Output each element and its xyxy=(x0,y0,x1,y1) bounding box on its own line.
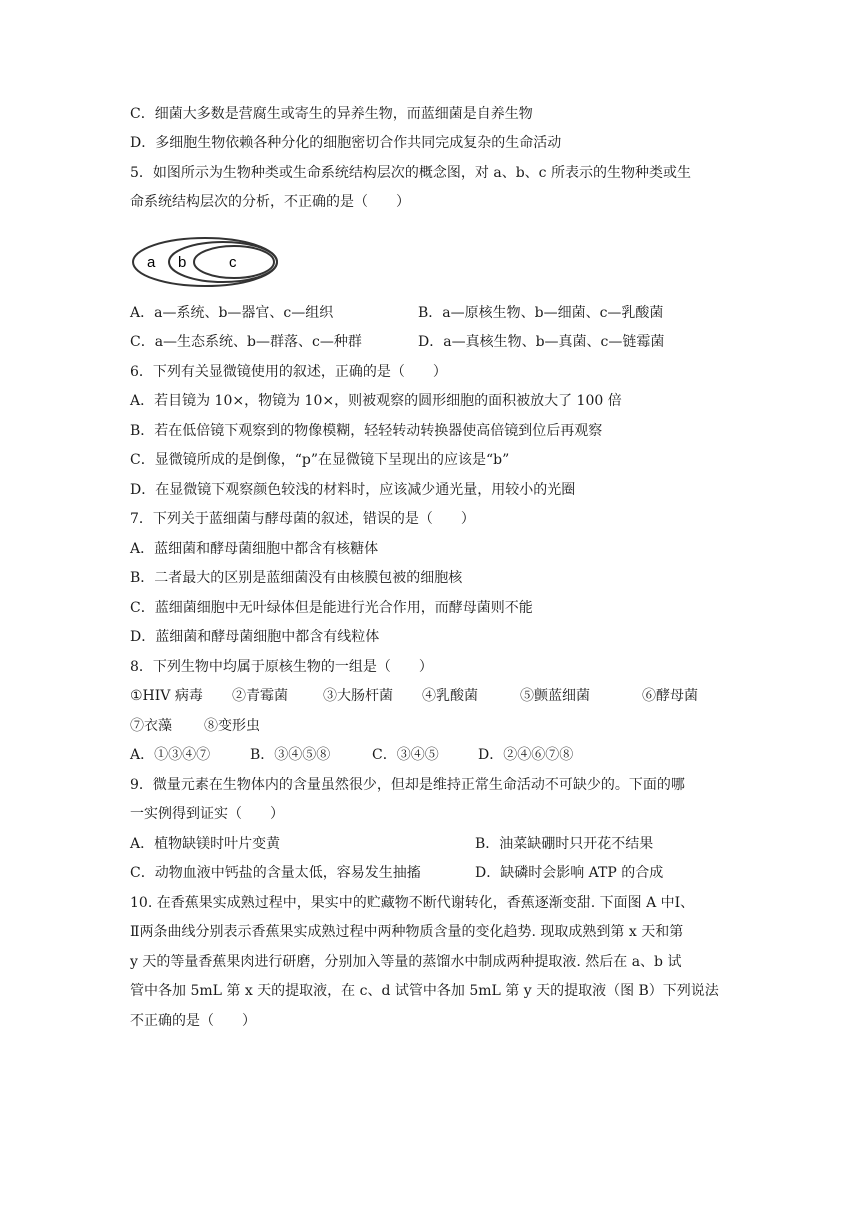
q5-option-c: C．a—生态系统、b—群落、c—种群 xyxy=(130,334,362,350)
q8-option-d: D．②④⑥⑦⑧ xyxy=(478,747,574,763)
q8-option-b: B．③④⑤⑧ xyxy=(250,747,331,763)
q8-item-7: ⑦衣藻 xyxy=(130,718,172,734)
q9-stem-line-1: 9．微量元素在生物体内的含量虽然很少，但却是维持正常生命活动不可缺少的。下面的哪 xyxy=(130,777,685,793)
label-c: c xyxy=(229,254,237,271)
label-a: a xyxy=(147,254,156,271)
q6-option-d: D．在显微镜下观察颜色较浅的材料时，应该减少通光量，用较小的光圈 xyxy=(130,482,576,498)
q5-concept-diagram xyxy=(130,234,280,292)
q9-option-c: C．动物血液中钙盐的含量太低，容易发生抽搐 xyxy=(130,865,421,881)
q9-option-b: B．油菜缺硼时只开花不结果 xyxy=(475,836,654,852)
q8-stem: 8．下列生物中均属于原核生物的一组是（ ） xyxy=(130,659,433,675)
q8-item-2: ②青霉菌 xyxy=(232,688,288,704)
q4-option-c: C．细菌大多数是营腐生或寄生的异养生物，而蓝细菌是自养生物 xyxy=(130,106,533,122)
q10-line-4: 管中各加 5mL 第 x 天的提取液，在 c、d 试管中各加 5mL 第 y 天的提取液（图 B）下列说法 xyxy=(130,983,719,999)
q7-option-b: B．二者最大的区别是蓝细菌没有由核膜包被的细胞核 xyxy=(130,570,463,586)
q7-stem: 7．下列关于蓝细菌与酵母菌的叙述，错误的是（ ） xyxy=(130,511,475,527)
q8-item-1: ①HIV 病毒 xyxy=(130,688,203,704)
q5-option-a: A．a—系统、b—器官、c—组织 xyxy=(130,305,334,321)
q10-line-1: 10. 在香蕉果实成熟过程中，果实中的贮藏物不断代谢转化，香蕉逐渐变甜. 下面图 A 中Ⅰ、 xyxy=(130,895,695,911)
q5-option-d: D．a—真核生物、b—真菌、c—链霉菌 xyxy=(418,334,665,350)
q7-option-d: D．蓝细菌和酵母菌细胞中都含有线粒体 xyxy=(130,629,380,645)
q8-item-3: ③大肠杆菌 xyxy=(323,688,393,704)
q10-line-5: 不正确的是（ ） xyxy=(130,1013,256,1029)
q5-stem-line-1: 5．如图所示为生物种类或生命系统结构层次的概念图，对 a、b、c 所表示的生物种类或生 xyxy=(130,165,691,181)
q6-stem: 6．下列有关显微镜使用的叙述，正确的是（ ） xyxy=(130,364,447,380)
q8-item-4: ④乳酸菌 xyxy=(422,688,478,704)
q6-option-a: A．若目镜为 10×，物镜为 10×，则被观察的圆形细胞的面积被放大了 100 倍 xyxy=(130,393,622,409)
q5-stem-line-2: 命系统结构层次的分析，不正确的是（ ） xyxy=(130,194,410,210)
q6-option-c: C．显微镜所成的是倒像，“p”在显微镜下呈现出的应该是“b” xyxy=(130,452,510,468)
q8-item-5: ⑤颤蓝细菌 xyxy=(520,688,590,704)
q7-option-c: C．蓝细菌细胞中无叶绿体但是能进行光合作用，而酵母菌则不能 xyxy=(130,600,533,616)
q9-stem-line-2: 一实例得到证实（ ） xyxy=(130,806,284,822)
q6-option-b: B．若在低倍镜下观察到的物像模糊，轻轻转动转换器使高倍镜到位后再观察 xyxy=(130,423,603,439)
q9-option-d: D．缺磷时会影响 ATP 的合成 xyxy=(475,865,664,881)
q8-option-c: C．③④⑤ xyxy=(372,747,439,763)
q8-item-8: ⑧变形虫 xyxy=(204,718,260,734)
q7-option-a: A．蓝细菌和酵母菌细胞中都含有核糖体 xyxy=(130,541,379,557)
q5-option-b: B．a—原核生物、b—细菌、c—乳酸菌 xyxy=(418,305,664,321)
q9-option-a: A．植物缺镁时叶片变黄 xyxy=(130,836,281,852)
q8-item-6: ⑥酵母菌 xyxy=(642,688,698,704)
q10-line-2: Ⅱ两条曲线分别表示香蕉果实成熟过程中两种物质含量的变化趋势. 现取成熟到第 x 天和第 xyxy=(130,924,684,940)
q8-option-a: A．①③④⑦ xyxy=(130,747,211,763)
label-b: b xyxy=(178,254,187,271)
q4-option-d: D．多细胞生物依赖各种分化的细胞密切合作共同完成复杂的生命活动 xyxy=(130,135,562,151)
q10-line-3: y 天的等量香蕉果肉进行研磨，分别加入等量的蒸馏水中制成两种提取液. 然后在 a、b 试 xyxy=(130,954,682,970)
